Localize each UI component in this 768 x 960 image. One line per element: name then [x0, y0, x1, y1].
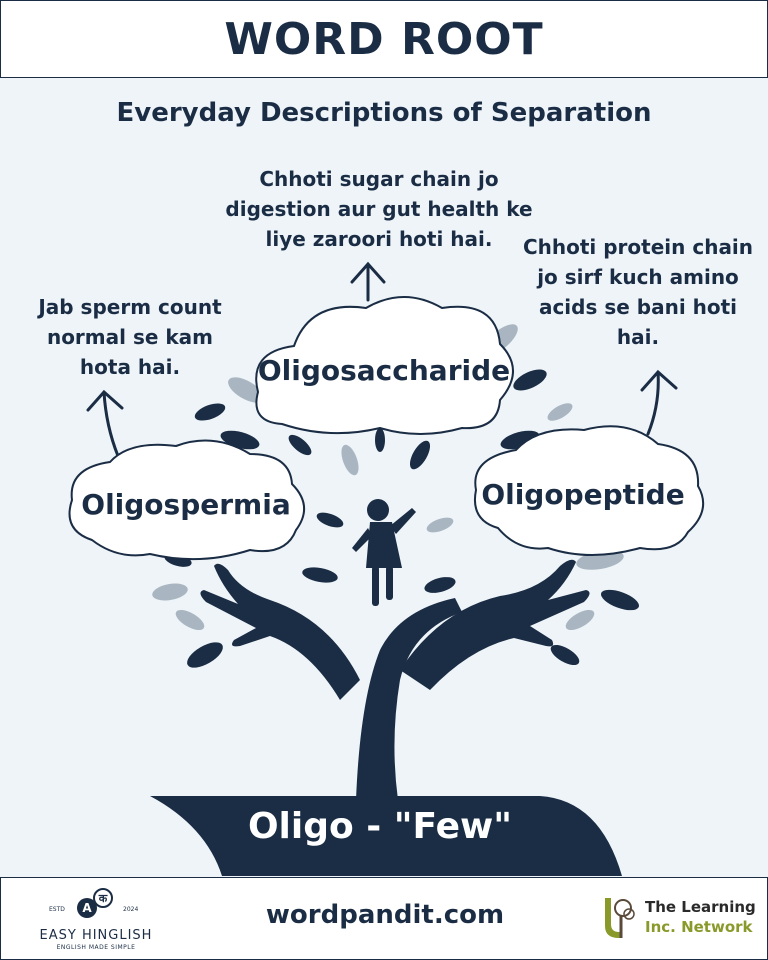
badge-k-icon: क [93, 888, 113, 908]
logo-line2: Inc. Network [645, 918, 753, 936]
footer-bar [0, 877, 768, 960]
arrow-up-icon [88, 392, 122, 456]
leaf-icon [338, 443, 362, 478]
definition-oligosaccharide: Chhoti sugar chain jo digestion aur gut health ke liye zaroori hoti hai. [225, 167, 533, 251]
tree-logo-icon [599, 892, 639, 942]
badge-a-icon: A [77, 898, 97, 918]
leaf-icon [193, 400, 228, 424]
root-label: Oligo - "Few" [247, 806, 513, 847]
leaf-icon [423, 574, 458, 596]
leaf-icon [151, 581, 189, 603]
leaf-icon [375, 428, 385, 452]
leaf-icon [563, 606, 598, 634]
easy-hinglish-logo [31, 884, 171, 954]
logo-name: EASY HINGLISH [39, 928, 153, 943]
leaf-icon [548, 641, 583, 669]
arrow-up-icon [642, 372, 676, 434]
learning-inc-logo [599, 892, 759, 946]
leaf-icon [510, 365, 549, 395]
leaf-icon [545, 400, 575, 424]
page-title: WORD ROOT [224, 13, 544, 65]
term-oligospermia: Oligospermia [81, 488, 291, 521]
logo-year: 2024 [123, 906, 139, 913]
leaf-icon [173, 606, 208, 634]
logo-tagline: ENGLISH MADE SIMPLE [56, 944, 136, 951]
term-oligopeptide: Oligopeptide [481, 478, 685, 511]
leaf-icon [301, 565, 339, 585]
definition-oligopeptide: Chhoti protein chain jo sirf kuch amino acids se bani hoti hai. [522, 235, 754, 349]
logo-estd: ESTD [49, 906, 65, 913]
leaf-icon [598, 586, 641, 615]
leaf-icon [406, 438, 434, 473]
child-silhouette-icon [352, 499, 416, 606]
definition-oligospermia: Jab sperm count normal se kam hota hai. [38, 295, 222, 379]
leaf-icon [183, 637, 227, 673]
site-link[interactable]: wordpandit.com [265, 900, 505, 930]
header-bar [0, 0, 768, 78]
left-hand-icon [200, 564, 360, 700]
arrow-up-icon [352, 264, 384, 300]
page-subtitle: Everyday Descriptions of Separation [116, 98, 652, 128]
leaf-icon [425, 515, 455, 536]
logo-line1: The Learning [645, 898, 756, 916]
term-oligosaccharide: Oligosaccharide [257, 354, 511, 387]
leaf-icon [315, 510, 345, 531]
leaf-icon [285, 431, 314, 458]
